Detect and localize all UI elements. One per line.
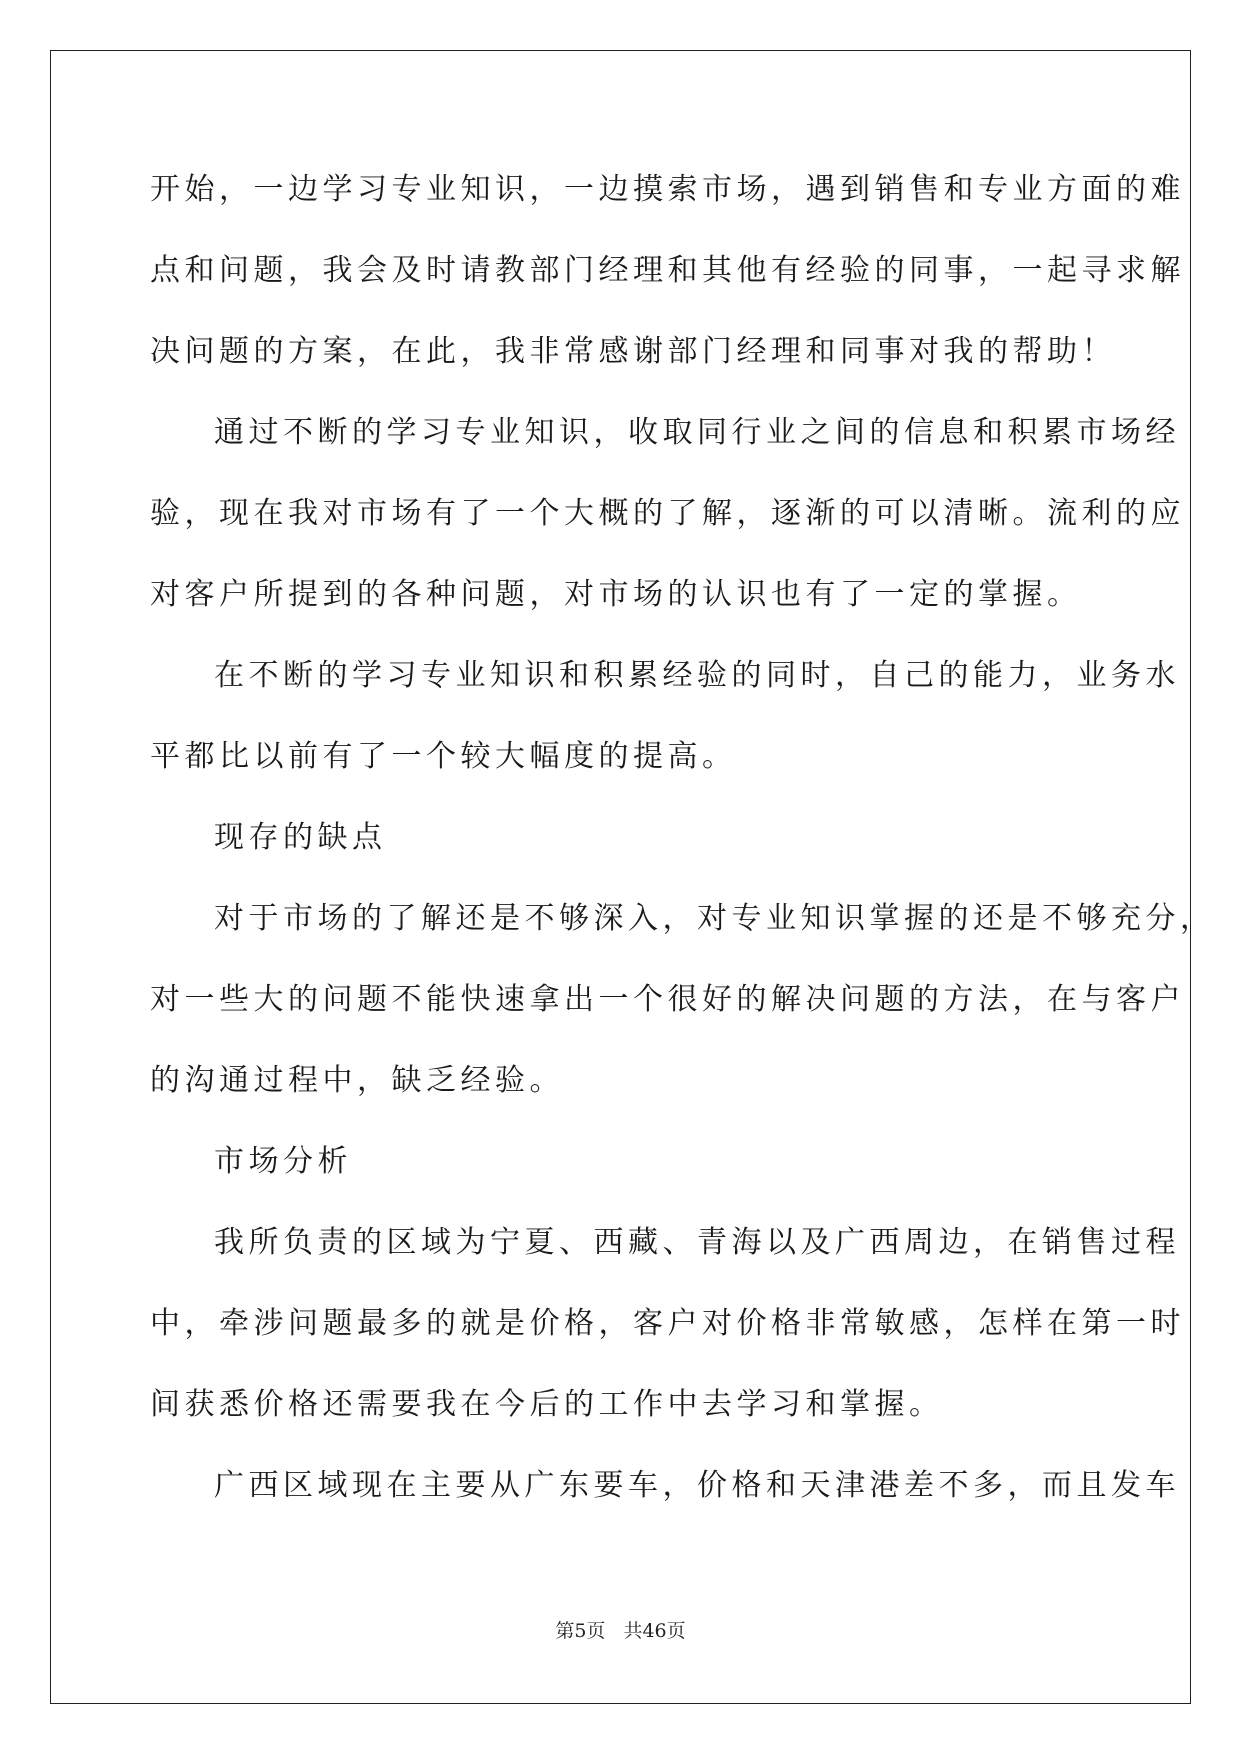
page-total: 共46页	[623, 1620, 686, 1642]
text-line: 开始，一边学习专业知识，一边摸索市场，遇到销售和专业方面的难	[150, 172, 1185, 207]
text-line: 对一些大的问题不能快速拿出一个很好的解决问题的方法，在与客户	[150, 982, 1185, 1017]
page-footer	[0, 1616, 1241, 1643]
text-line: 通过不断的学习专业知识，收取同行业之间的信息和积累市场经	[214, 415, 1180, 450]
text-line: 间获悉价格还需要我在今后的工作中去学习和掌握。	[150, 1387, 944, 1422]
text-line: 决问题的方案，在此，我非常感谢部门经理和同事对我的帮助！	[150, 334, 1116, 369]
text-line: 中，牵涉问题最多的就是价格，客户对价格非常敏感，怎样在第一时	[150, 1306, 1185, 1341]
text-line: 的沟通过程中，缺乏经验。	[150, 1063, 564, 1098]
text-line: 验，现在我对市场有了一个大概的了解，逐渐的可以清晰。流利的应	[150, 496, 1185, 531]
text-line: 对于市场的了解还是不够深入，对专业知识掌握的还是不够充分，	[214, 901, 1215, 936]
text-line: 点和问题，我会及时请教部门经理和其他有经验的同事，一起寻求解	[150, 253, 1185, 288]
text-line: 我所负责的区域为宁夏、西藏、青海以及广西周边，在销售过程	[214, 1225, 1180, 1260]
document-body	[150, 168, 1215, 1545]
page-number: 第5页	[555, 1620, 606, 1642]
text-line: 现存的缺点	[214, 820, 387, 855]
text-line: 平都比以前有了一个较大幅度的提高。	[150, 739, 737, 774]
text-line: 市场分析	[214, 1144, 352, 1179]
text-line: 广西区域现在主要从广东要车，价格和天津港差不多，而且发车	[214, 1468, 1180, 1503]
text-line: 对客户所提到的各种问题，对市场的认识也有了一定的掌握。	[150, 577, 1082, 612]
text-line: 在不断的学习专业知识和积累经验的同时，自己的能力，业务水	[214, 658, 1180, 693]
